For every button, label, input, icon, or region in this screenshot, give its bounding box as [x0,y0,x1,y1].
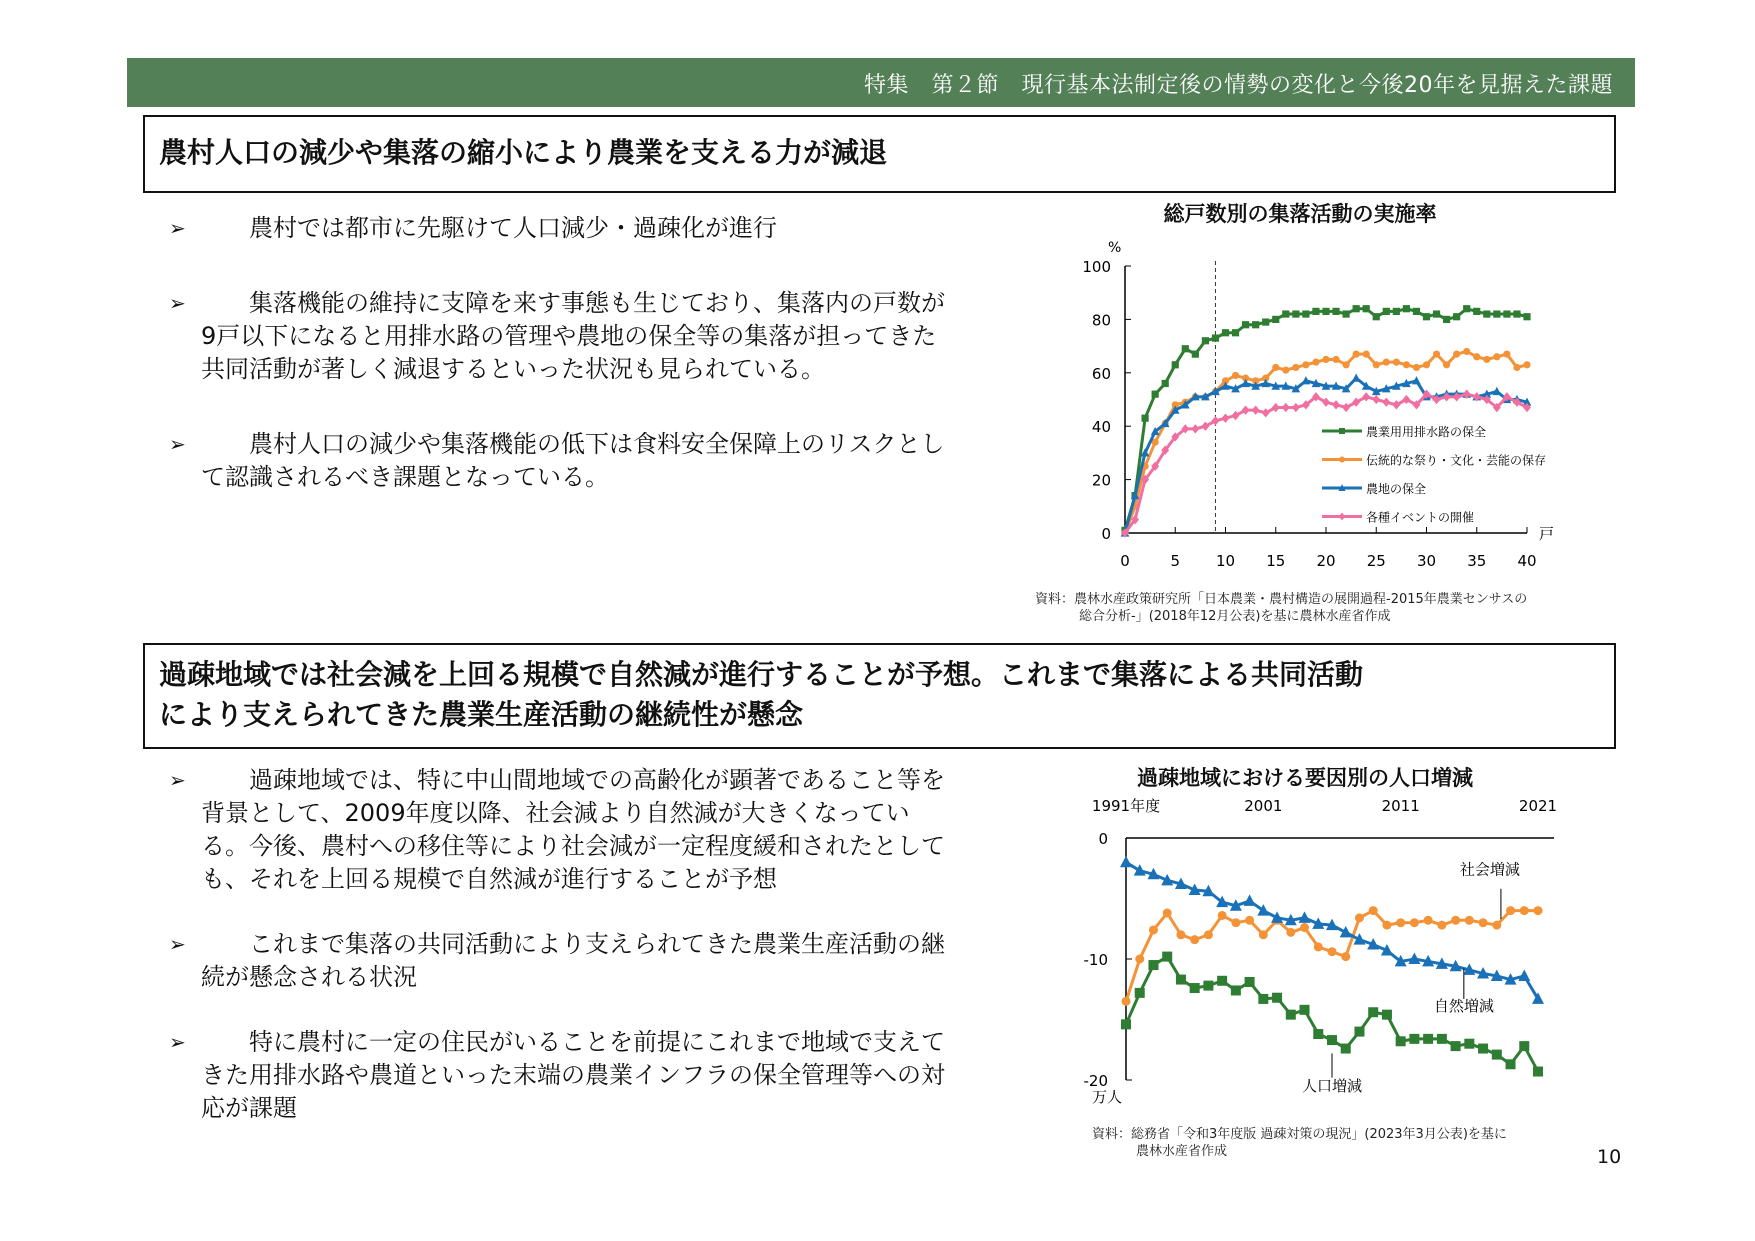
y-tick-label: -10 [1083,951,1108,969]
data-point [1363,351,1370,358]
data-point [1302,361,1309,368]
data-point [1493,310,1500,317]
data-point [1382,1010,1392,1020]
data-point [1272,364,1279,371]
banner-title: 特集 第２節 現行基本法制定後の情勢の変化と今後20年を見据えた課題 [864,73,1613,98]
x-tick-label: 2021 [1518,797,1558,815]
data-point [1302,310,1309,317]
data-point [1252,321,1259,328]
data-point [1533,1067,1543,1077]
data-point [1413,364,1420,371]
data-point [1492,921,1501,930]
data-point [1409,1034,1419,1044]
data-point [1262,408,1270,417]
y-tick-label: -20 [1083,1072,1108,1090]
data-point [1520,906,1529,915]
chart2-source: 資料：総務省「令和3年度版 過疎対策の現況」(2023年3月公表)を基に 農林水産省作成 [1092,1127,1507,1159]
x-tick-label: 0 [1120,552,1130,570]
data-point [1372,395,1380,404]
y-tick-label: 0 [1098,830,1108,848]
data-point [1191,424,1199,433]
data-point [1282,310,1289,317]
data-point [1322,397,1330,406]
bullet-item: ➢ 過疎地域では、特に中山間地域での高齢化が顕著であること等を背景として、2009年度以降、社会減より自然減が大きくなっている。今後、農村への移住等により社会減が一定程度緩和されたとしても、それを上回る規模で自然減が進行することが予想 [169,766,945,893]
data-point [1341,952,1350,961]
data-point [1204,930,1213,939]
data-point [1312,308,1319,315]
data-point [1327,1035,1337,1045]
data-point [1282,403,1290,412]
data-point [1332,400,1340,409]
data-point [1413,308,1420,315]
data-point [1163,909,1172,918]
data-point [1433,351,1440,358]
data-point [1134,864,1146,876]
data-point [1152,391,1159,398]
data-point [1121,1019,1131,1029]
data-point [1443,361,1450,368]
data-point [1473,353,1480,360]
bullet-item: ➢ 集落機能の維持に支障を来す事態も生じており、集落内の戸数が9戸以下になると用排水路の管理や農地の保全等の集落が担ってきた共同活動が著しく減退するといった状況も見られている。 [169,289,945,383]
legend-label: 伝統的な祭り・文化・芸能の保存 [1366,453,1547,468]
data-point [1176,930,1185,939]
data-point [1503,351,1510,358]
data-point [1122,997,1131,1006]
data-point [1272,316,1279,323]
data-point [1222,329,1229,336]
data-point [1259,930,1268,939]
data-point [1473,308,1480,315]
series-line [1125,351,1527,533]
data-point [1232,372,1239,379]
data-point [1453,313,1460,320]
data-point [1300,923,1309,932]
data-point [1292,403,1300,412]
legend-label: 農地の保全 [1366,482,1427,496]
data-point [1369,906,1378,915]
legend-label: 農業用用排水路の保全 [1366,425,1487,439]
data-point [1437,1034,1447,1044]
data-point [1314,942,1323,951]
data-point [1534,906,1543,915]
data-point [1382,397,1390,406]
data-point [1353,305,1360,312]
data-point [1519,1041,1529,1051]
section2-heading-line1: 過疎地域では社会減を上回る規模で自然減が進行することが予想。これまで集落による共同活動 [159,658,1364,691]
data-point [1322,308,1329,315]
x-tick-label: 5 [1170,552,1181,570]
section1-bullet-list [165,212,945,494]
data-point [1162,952,1172,962]
data-point [1312,359,1319,366]
chart1-source: 資料：農林水産政策研究所「日本農業・農村構造の展開過程-2015年農業センサスの 総合分析-」(2018年12月公表)を基に農林水産省作成 [1035,592,1528,624]
x-tick-label: 2011 [1381,797,1420,815]
data-point [1410,918,1419,927]
data-point [1373,361,1380,368]
data-point [1513,364,1520,371]
data-point [1332,308,1339,315]
x-tick-label: 20 [1316,552,1336,570]
data-point [1382,921,1391,930]
bullet-item: ➢ 農村人口の減少や集落機能の低下は食料安全保障上のリスクとして認識されるべき課題となっている。 [169,430,945,491]
data-point [1483,310,1490,317]
x-unit-label: 戸 [1539,525,1555,543]
x-tick-label: 30 [1416,552,1437,570]
data-point [1492,1050,1502,1060]
data-point [1423,361,1430,368]
data-point [1363,305,1370,312]
data-point [1503,310,1510,317]
data-point [1212,334,1219,341]
data-point [1352,373,1361,381]
data-point [1393,308,1400,315]
data-point [1354,1027,1364,1037]
data-point [1135,988,1145,998]
x-tick-label: 15 [1266,552,1286,570]
data-point [1403,361,1410,368]
data-point [1244,894,1256,906]
data-point [1392,400,1400,409]
data-point [1383,359,1390,366]
data-point [1313,1029,1323,1039]
data-point [1286,928,1295,937]
arrow-bullet-icon: ➢ [169,291,186,315]
data-point [1201,422,1209,431]
data-point [1373,313,1380,320]
data-point [1464,1039,1474,1049]
data-point [1162,380,1169,387]
data-point [1355,913,1364,922]
data-point [1518,969,1530,981]
data-point [1451,916,1460,925]
x-tick-label: 10 [1215,552,1236,570]
data-point [1149,925,1158,934]
data-point [1322,356,1329,363]
section2-bullet-list [165,764,945,1125]
legend-label: 各種イベントの開催 [1366,510,1475,525]
data-point [1433,310,1440,317]
data-point [1483,356,1490,363]
series-label-total: 人口増減 [1301,1076,1363,1095]
section-banner [127,58,1635,107]
data-point [1245,916,1254,925]
data-point [1218,911,1227,920]
data-point [1523,313,1530,320]
y-tick-label: 0 [1101,525,1111,543]
data-point [1282,367,1289,374]
x-tick-label: 40 [1517,552,1537,570]
series-label-natural: 自然増減 [1433,997,1494,1016]
data-point [1242,406,1250,415]
data-point [1252,406,1260,415]
data-point [1203,981,1213,991]
section2-heading-box [143,643,1616,749]
data-point [1332,356,1339,363]
x-tick-label: 1991年度 [1091,797,1161,815]
arrow-bullet-icon: ➢ [169,768,186,792]
chart2-title: 過疎地域における要因別の人口増減 [1137,766,1473,790]
data-point [1396,918,1405,927]
x-tick-label: 35 [1467,552,1487,570]
chart-population-change [1060,795,1600,1115]
data-point [1292,364,1299,371]
data-point [1222,414,1230,423]
chart1-title: 総戸数別の集落活動の実施率 [1163,202,1437,226]
data-point [1493,353,1500,360]
data-point [1262,318,1269,325]
data-point [1396,1036,1406,1046]
data-point [1231,918,1240,927]
x-tick-label: 25 [1366,552,1386,570]
data-point [1148,960,1158,970]
data-point [1272,403,1280,412]
data-point [1402,395,1410,404]
bullet-item: ➢ 特に農村に一定の住民がいることを前提にこれまで地域で支えてきた用排水路や農道といった末端の農業インフラの保全管理等への対応が課題 [169,1028,945,1122]
page-number: 10 [1597,1146,1622,1168]
arrow-bullet-icon: ➢ [169,932,186,956]
data-point [1343,310,1350,317]
data-point [1339,513,1346,521]
data-point [1437,921,1446,930]
data-point [1453,351,1460,358]
bullet-item: ➢ これまで集落の共同活動により支えられてきた農業生産活動の継続が懸念される状況 [169,930,945,991]
data-point [1451,1041,1461,1051]
series-line [1125,309,1527,531]
data-point [1328,947,1337,956]
y-tick-label: 80 [1091,311,1111,330]
data-point [1506,906,1515,915]
data-point [1176,975,1186,985]
y-tick-label: 20 [1091,471,1111,490]
data-point [1232,411,1240,420]
data-point [1479,918,1488,927]
data-point [1272,993,1282,1003]
data-point [1465,916,1474,925]
section2-heading-line2: により支えられてきた農業生産活動の継続性が懸念 [159,698,804,731]
arrow-bullet-icon: ➢ [169,1030,186,1054]
data-point [1182,345,1189,352]
y-tick-label: 60 [1091,364,1111,383]
data-point [1211,416,1219,425]
y-tick-label: 100 [1082,258,1111,276]
data-point [1245,977,1255,987]
data-point [1190,983,1200,993]
arrow-bullet-icon: ➢ [169,216,186,240]
data-point [1343,361,1350,368]
data-point [1463,305,1470,312]
y-unit-label: % [1108,240,1122,256]
data-point [1172,361,1179,368]
section1-heading-box [143,115,1616,193]
data-point [1232,329,1239,336]
data-point [1202,337,1209,344]
data-point [1258,994,1268,1004]
data-point [1142,415,1149,422]
data-point [1286,1010,1296,1020]
data-point [1443,316,1450,323]
data-point [1339,457,1345,463]
data-point [1506,1059,1516,1069]
data-point [1120,856,1132,868]
data-point [1192,351,1199,358]
chart-activity-rate [1060,235,1580,575]
data-point [1523,361,1530,368]
data-point [1403,305,1410,312]
data-point [1368,1007,1378,1017]
data-point [1342,403,1350,412]
data-point [1300,1005,1310,1015]
data-point [1463,348,1470,355]
data-point [1393,359,1400,366]
data-point [1423,1034,1433,1044]
series-line [1126,862,1538,999]
x-tick-label: 2001 [1244,797,1283,815]
data-point [1352,397,1360,406]
data-point [1423,313,1430,320]
data-point [1362,392,1370,401]
data-point [1513,310,1520,317]
y-unit-label: 万人 [1092,1088,1123,1106]
data-point [1135,955,1144,964]
data-point [1242,321,1249,328]
data-point [1231,985,1241,995]
data-point [1424,916,1433,925]
data-point [1353,351,1360,358]
data-point [1341,1044,1351,1054]
section1-heading: 農村人口の減少や集落の縮小により農業を支える力が減退 [159,136,888,169]
data-point [1383,308,1390,315]
data-point [1292,310,1299,317]
data-point [1339,428,1345,434]
arrow-bullet-icon: ➢ [169,432,186,456]
data-point [1478,1044,1488,1054]
data-point [1217,976,1227,986]
y-tick-label: 40 [1091,418,1111,437]
bullet-item: ➢ 農村では都市に先駆けて人口減少・過疎化が進行 [165,212,945,245]
series-label-social: 社会増減 [1459,860,1520,879]
data-point [1190,935,1199,944]
